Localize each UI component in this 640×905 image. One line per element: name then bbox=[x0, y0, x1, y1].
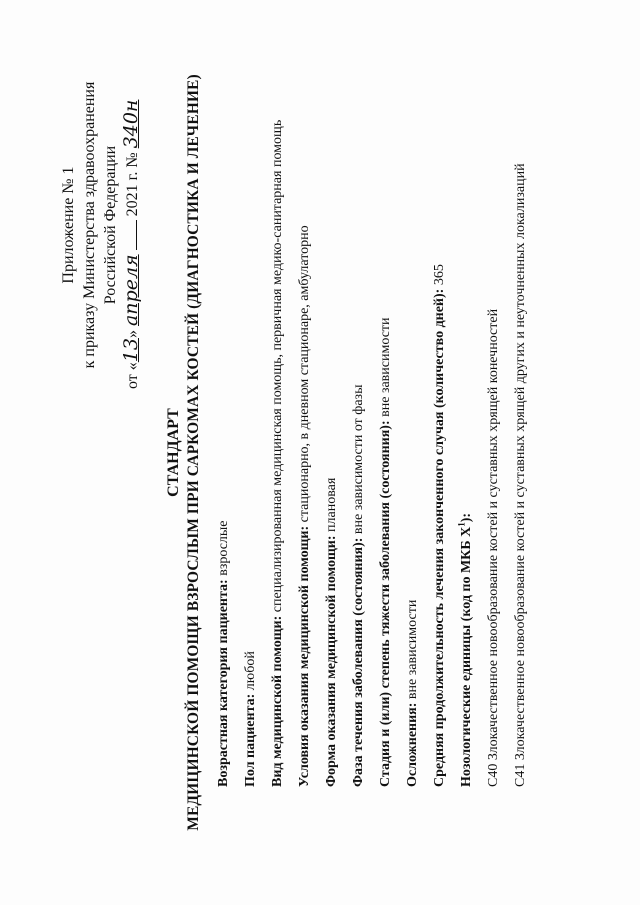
nosology-item-c41 bbox=[513, 163, 529, 787]
field-complications: Осложнения: вне зависимости bbox=[405, 599, 420, 787]
date-month: апреля bbox=[120, 254, 142, 327]
field-care-form: Форма оказания медицинской помощи: плановая bbox=[324, 477, 339, 787]
field-sex: Пол пациента: любой bbox=[243, 651, 258, 787]
number-sign: № bbox=[124, 152, 141, 168]
date-day: 13 bbox=[120, 338, 142, 363]
date-year: 2021 г. bbox=[124, 171, 141, 217]
field-treatment-duration: Средняя продолжительность лечения законченного случая (количество дней): 365 bbox=[432, 264, 447, 787]
nosology-text: Злокачественное новообразование костей и суставных хрящей конечностей bbox=[486, 308, 501, 761]
date-close-quote: » bbox=[124, 330, 141, 339]
nosology-code: C40 bbox=[486, 763, 501, 787]
appendix-number: Приложение № 1 bbox=[60, 166, 77, 284]
field-disease-phase: Фаза течения заболевания (состояния): вне зависимости от фазы bbox=[351, 384, 366, 787]
nosology-code: C41 bbox=[513, 763, 528, 787]
date-blank-line bbox=[122, 220, 137, 250]
footnote-marker: 1 bbox=[456, 522, 467, 527]
field-disease-stage: Стадия и (или) степень тяжести заболевания (состояния): вне зависимости bbox=[378, 317, 393, 787]
date-open-quote: « bbox=[124, 362, 141, 371]
appendix-block bbox=[58, 45, 143, 405]
date-prefix: от bbox=[124, 374, 141, 389]
document-subtitle: МЕДИЦИНСКОЙ ПОМОЩИ ВЗРОСЛЫМ ПРИ САРКОМАХ КОСТЕЙ (ДИАГНОСТИКА И ЛЕЧЕНИЕ) bbox=[185, 74, 202, 831]
field-age-category: Возрастная категория пациента: взрослые bbox=[216, 520, 231, 787]
field-care-type: Вид медицинской помощи: специализированная медицинская помощь, первичная медико-санитарная помощь bbox=[270, 119, 285, 787]
appendix-order-ref: к приказу Министерства здравоохранения bbox=[81, 81, 98, 369]
field-nosology-heading: Нозологические единицы (код по МКБ $X^1$): bbox=[456, 512, 474, 787]
appendix-date-line bbox=[121, 45, 143, 405]
document-title: СТАНДАРТ bbox=[165, 408, 182, 497]
order-number: 340н bbox=[120, 99, 142, 149]
nosology-text: Злокачественное новообразование костей и суставных хрящей других и неуточненных локализаций bbox=[513, 163, 528, 761]
nosology-item-c40 bbox=[486, 309, 502, 787]
field-care-conditions: Условия оказания медицинской помощи: стационарно, в дневном стационаре, амбулаторно bbox=[297, 225, 312, 787]
appendix-country: Российской Федерации bbox=[102, 145, 119, 305]
